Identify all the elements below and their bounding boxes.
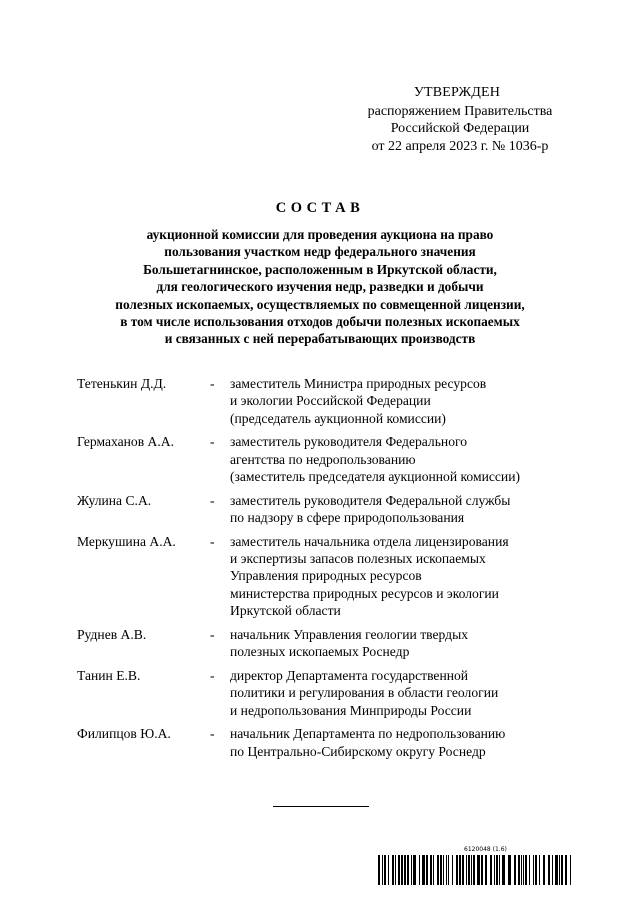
barcode-bar (395, 855, 396, 885)
commission-members-list (77, 375, 597, 766)
barcode-bar (433, 855, 434, 885)
member-dash: - (210, 492, 215, 508)
barcode-bar (477, 855, 480, 885)
barcode-bar (559, 855, 560, 885)
member-position-line: Иркутской области (230, 603, 341, 619)
barcode-bar (468, 855, 470, 885)
member-position-line: политики и регулирования в области геологии (230, 685, 499, 701)
commission-member (77, 375, 597, 427)
barcode-bar (523, 855, 524, 885)
barcode-bar (443, 855, 444, 885)
barcode-bar (437, 855, 439, 885)
member-position-line: агентства по недропользованию (230, 451, 416, 467)
member-position-line: заместитель руководителя Федерального (230, 434, 468, 450)
barcode-bar (518, 855, 520, 885)
barcode-bar (382, 855, 383, 885)
barcode-bar (419, 855, 420, 885)
approval-line-1: распоряжением Правительства (367, 103, 553, 119)
document-subtitle (60, 226, 580, 348)
member-position-line: по Центрально-Сибирскому округу Роснедр (230, 743, 486, 759)
barcode-bar (535, 855, 537, 885)
barcode-icon (378, 855, 573, 885)
barcode-bar (521, 855, 522, 885)
barcode-bar (422, 855, 425, 885)
barcode-bar (411, 855, 412, 885)
member-dash: - (210, 376, 215, 391)
commission-member (77, 492, 597, 527)
barcode-bar (452, 855, 453, 885)
barcode-bar (533, 855, 534, 885)
member-position-line: заместитель начальника отдела лицензирования (230, 533, 509, 549)
barcode-bar (539, 855, 540, 885)
member-dash: - (210, 726, 215, 742)
barcode-bar (426, 855, 428, 885)
barcode-bar (496, 855, 498, 885)
member-name: Гермаханов А.А. (77, 434, 174, 450)
barcode-bar (494, 855, 495, 885)
barcode-bar (490, 855, 492, 885)
subtitle-line: аукционной комиссии для проведения аукциона на право (146, 227, 494, 242)
approval-line-2: Российской Федерации (390, 121, 530, 136)
barcode-bar (555, 855, 558, 885)
barcode-bar (481, 855, 483, 885)
commission-member (77, 433, 597, 485)
member-position-line: директор Департамента государственной (230, 667, 469, 683)
commission-member (77, 667, 597, 719)
member-position-line: заместитель руководителя Федеральной службы (230, 492, 511, 508)
member-position-line: полезных ископаемых Роснедр (230, 644, 410, 660)
barcode-bar (466, 855, 467, 885)
member-dash: - (210, 434, 215, 450)
member-position (230, 433, 597, 485)
barcode-bar (561, 855, 563, 885)
member-position (230, 533, 597, 619)
barcode-bar (456, 855, 458, 885)
approval-heading: УТВЕРЖДЕН (413, 85, 501, 100)
document-title: СОСТАВ (275, 200, 365, 216)
member-dash: - (210, 533, 215, 549)
barcode-bar (384, 855, 386, 885)
subtitle-line: в том числе использования отходов добычи полезных ископаемых (120, 314, 520, 330)
subtitle-line: полезных ископаемых, осуществляемых по совмещенной лицензии, (115, 296, 525, 312)
barcode-bar (514, 855, 516, 885)
barcode-bar (378, 855, 380, 885)
approval-line-3: от 22 апреля 2023 г. № 1036-р (371, 138, 549, 154)
barcode-bar (392, 855, 394, 885)
end-separator-line (273, 806, 369, 807)
member-position-line: и недропользования Минприроды России (230, 702, 472, 718)
barcode-bar (430, 855, 432, 885)
commission-member (77, 533, 597, 619)
barcode-bar (471, 855, 472, 885)
barcode-bar (499, 855, 500, 885)
member-position (230, 626, 597, 661)
barcode-bar (407, 855, 409, 885)
member-position-line: начальник Департамента по недропользованию (230, 726, 506, 742)
subtitle-line: пользования участком недр федерального значения (164, 244, 476, 260)
member-name: Филипцов Ю.А. (77, 726, 171, 742)
barcode-bar (448, 855, 449, 885)
member-position (230, 375, 597, 427)
member-position-line: и экологии Российской Федерации (230, 393, 431, 409)
barcode-bar (401, 855, 403, 885)
member-position-line: начальник Управления геологии твердых (230, 626, 469, 642)
member-dash: - (210, 667, 215, 683)
member-position-line: заместитель Министра природных ресурсов (230, 376, 487, 391)
barcode-bar (508, 855, 511, 885)
member-position (230, 492, 597, 527)
member-position-line: по надзору в сфере природопользования (230, 510, 465, 526)
commission-member (77, 725, 597, 760)
barcode-bar (525, 855, 527, 885)
member-name: Жулина С.А. (77, 492, 152, 508)
member-position-line: министерства природных ресурсов и экологии (230, 585, 499, 601)
subtitle-line: для геологического изучения недр, разведки и добычи (156, 279, 484, 295)
member-position (230, 667, 597, 719)
member-name: Руднев А.В. (77, 626, 147, 642)
barcode-block (378, 846, 573, 886)
member-position (230, 725, 597, 760)
barcode-bar (502, 855, 505, 885)
subtitle-line: Большетагнинское, расположенным в Иркутской области, (143, 261, 497, 277)
barcode-bar (543, 855, 545, 885)
barcode-bar (548, 855, 550, 885)
barcode-bar (565, 855, 567, 885)
barcode-bar (473, 855, 475, 885)
barcode-bar (529, 855, 530, 885)
member-position-line: и экспертизы запасов полезных ископаемых (230, 551, 486, 567)
subtitle-line: и связанных с ней перерабатывающих производств (164, 331, 476, 347)
barcode-bar (459, 855, 461, 885)
barcode-bar (446, 855, 447, 885)
barcode-bar (485, 855, 487, 885)
barcode-bar (570, 855, 571, 885)
member-name: Тетенькин Д.Д. (77, 376, 167, 391)
barcode-bar (404, 855, 406, 885)
barcode-bar (552, 855, 553, 885)
barcode-bar (440, 855, 442, 885)
member-position-line: (заместитель председателя аукционной комиссии) (230, 468, 520, 484)
barcode-bar (388, 855, 389, 885)
barcode-bar (462, 855, 464, 885)
member-name: Меркушина А.А. (77, 533, 176, 549)
barcode-bar (413, 855, 416, 885)
barcode-label: 6120048 (1.6) (464, 846, 507, 853)
member-name: Танин Е.В. (77, 667, 141, 683)
approval-block (330, 84, 590, 155)
member-dash: - (210, 626, 215, 642)
member-position-line: (председатель аукционной комиссии) (230, 410, 446, 426)
member-position-line: Управления природных ресурсов (230, 568, 422, 584)
commission-member (77, 626, 597, 661)
barcode-bar (398, 855, 400, 885)
